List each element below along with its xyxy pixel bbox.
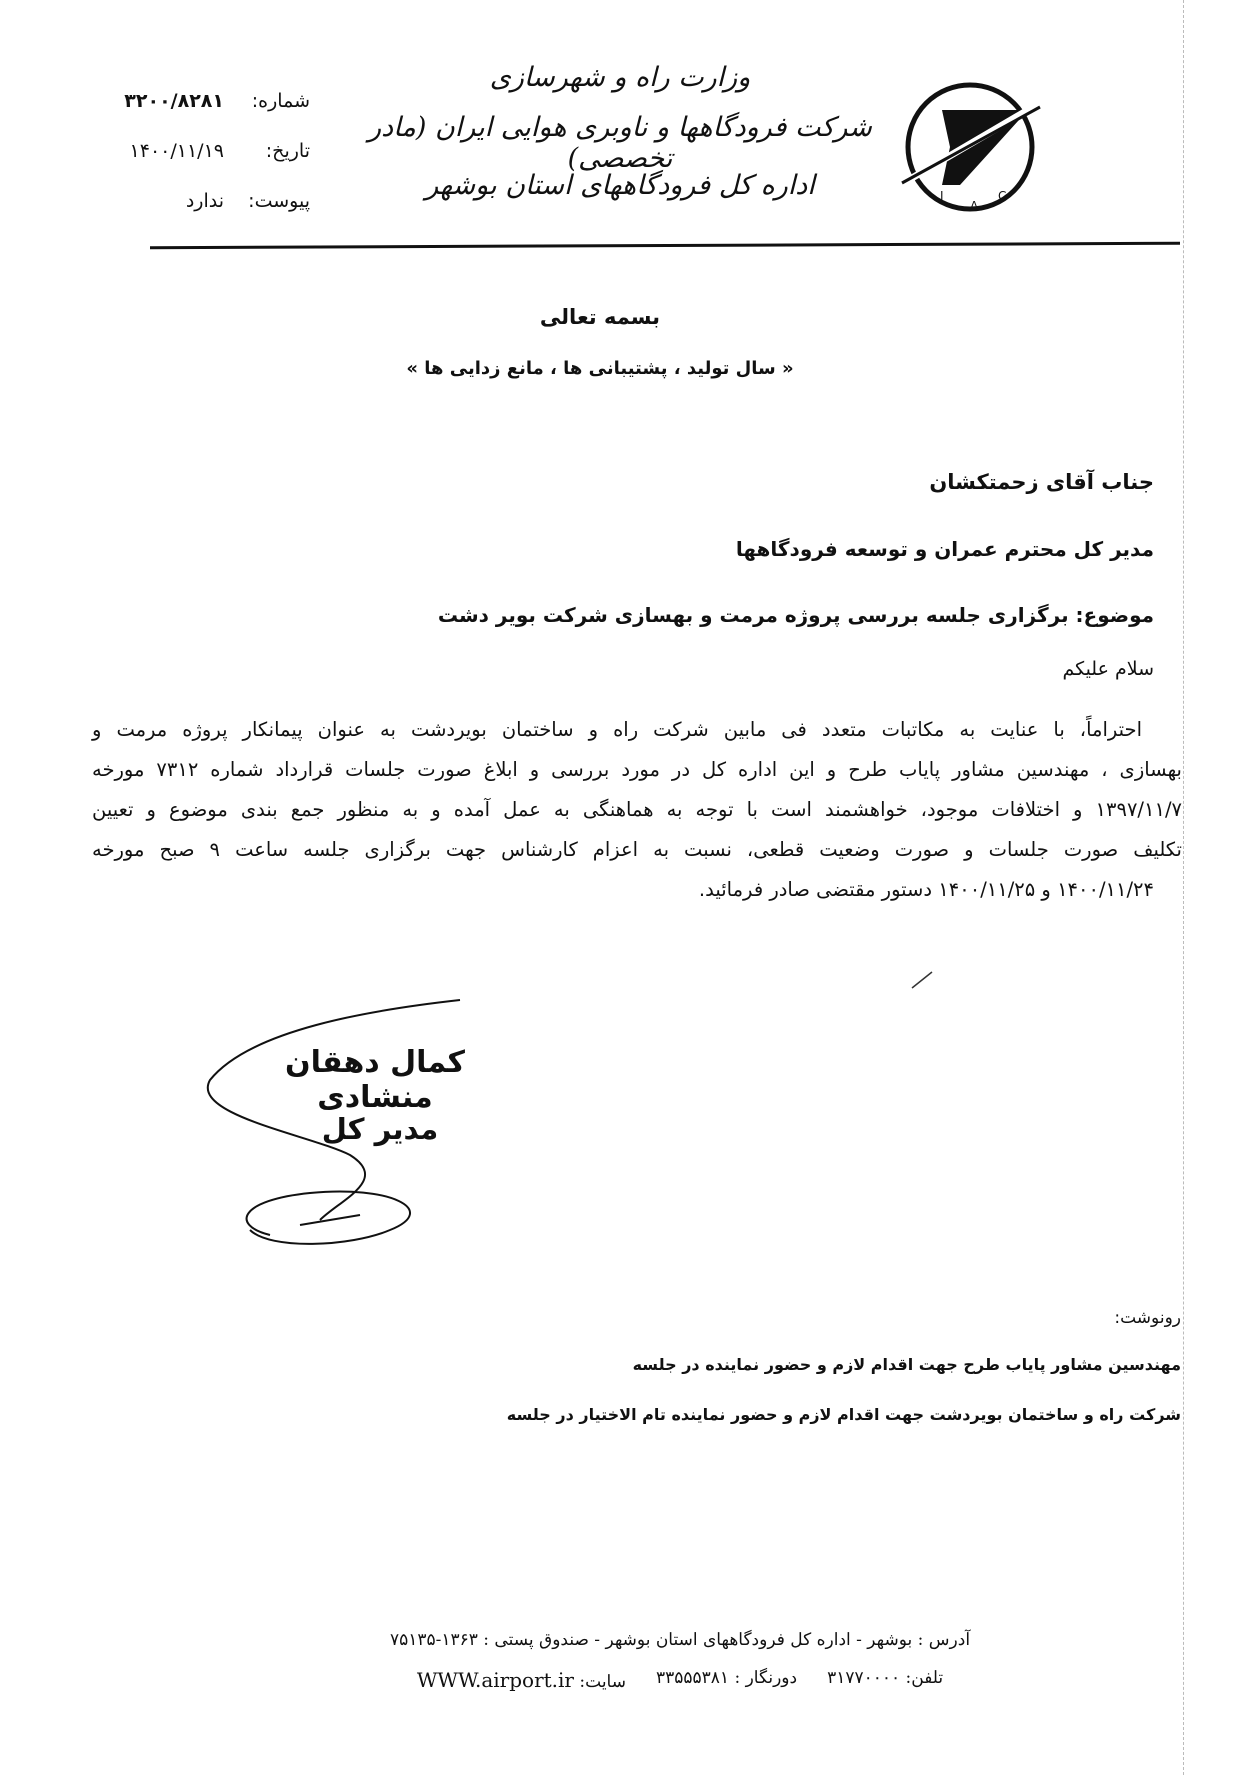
footer-address: آدرس : بوشهر - اداره کل فرودگاههای استان بوشهر - صندوق پستی : ۱۳۶۳-۷۵۱۳۵ [389,1630,971,1650]
footer-site: سایت: WWW.airport.ir [416,1668,626,1692]
signatory-name: کمال دهقان منشادی [285,1045,465,1115]
signatory-title: مدیر کل [321,1112,439,1146]
organization-logo [900,75,1045,215]
addressee-title: مدیر کل محترم عمران و توسعه فرودگاهها [735,537,1154,561]
ministry-name: وزارت راه و شهرسازی [489,62,751,93]
slogan: « سال تولید ، پشتیبانی ها ، مانع زدایی ها » [406,358,794,379]
svg-text:I: I [940,189,944,203]
website-link[interactable]: WWW.airport.ir [416,1668,574,1692]
scan-edge [1183,0,1184,1775]
cc-item: شرکت راه و ساختمان بویردشت جهت اقدام لازم و حضور نماینده تام الاختیار در جلسه [506,1405,1181,1424]
attachment-value: ندارد [185,190,224,212]
footer-phone: تلفن: ۳۱۷۷۰۰۰۰ [827,1668,944,1688]
body-line: تکلیف صورت جلسات و صورت وضعیت قطعی، نسبت به اعزام کارشناس جهت برگزاری جلسه ساعت ۹ صبح مورخه [92,838,1182,861]
greeting: سلام علیکم [1062,658,1154,680]
cc-item: مهندسین مشاور پایاب طرح جهت اقدام لازم و حضور نماینده در جلسه [632,1355,1181,1374]
body-line: ۱۳۹۷/۱۱/۷ و اختلافات موجود، خواهشمند است با توجه به هماهنگی به عمل آمده و به منظور جمع بندی موضوع و تعیین [92,798,1182,821]
date-label: تاریخ: [265,140,310,162]
svg-text:A: A [970,199,979,213]
number-label: شماره: [251,90,310,112]
header-divider [150,242,1180,249]
invocation: بسمه تعالی [539,305,661,329]
body-line: احتراماً، با عنایت به مکاتبات متعدد فی مابین شرکت راه و ساختمان بویردشت به عنوان پیمانکار پروژه مرمت و [92,718,1142,741]
attachment-label: پیوست: [248,190,310,212]
footer-fax: دورنگار : ۳۳۵۵۵۳۸۱ [655,1668,798,1688]
body-line: ۱۴۰۰/۱۱/۲۴ و ۱۴۰۰/۱۱/۲۵ دستور مقتضی صادر فرمائید. [698,878,1154,901]
department-name: اداره کل فرودگاههای استان بوشهر [425,170,815,201]
body-line: بهسازی ، مهندسین مشاور پایاب طرح و این اداره کل در مورد بررسی و ابلاغ صورت جلسات قرارداد شماره ۷۳۱۲ مورخه [92,758,1182,781]
footer-contact [350,1668,1010,1692]
cc-label: رونوشت: [1114,1308,1181,1328]
letter-attachment [80,190,310,212]
date-value: ۱۴۰۰/۱۱/۱۹ [129,140,224,162]
pen-mark [910,970,935,990]
addressee-name: جناب آقای زحمتکشان [929,470,1154,494]
letter-date [80,140,310,162]
letter-number [80,90,310,112]
number-value: ۳۲۰۰/۸۲۸۱ [124,90,224,112]
svg-text:C: C [998,189,1007,203]
subject: موضوع: برگزاری جلسه بررسی پروژه مرمت و بهسازی شرکت بویر دشت [437,603,1154,627]
company-name: شرکت فرودگاهها و ناوبری هوایی ایران (مادر تخصصی) [368,112,872,174]
